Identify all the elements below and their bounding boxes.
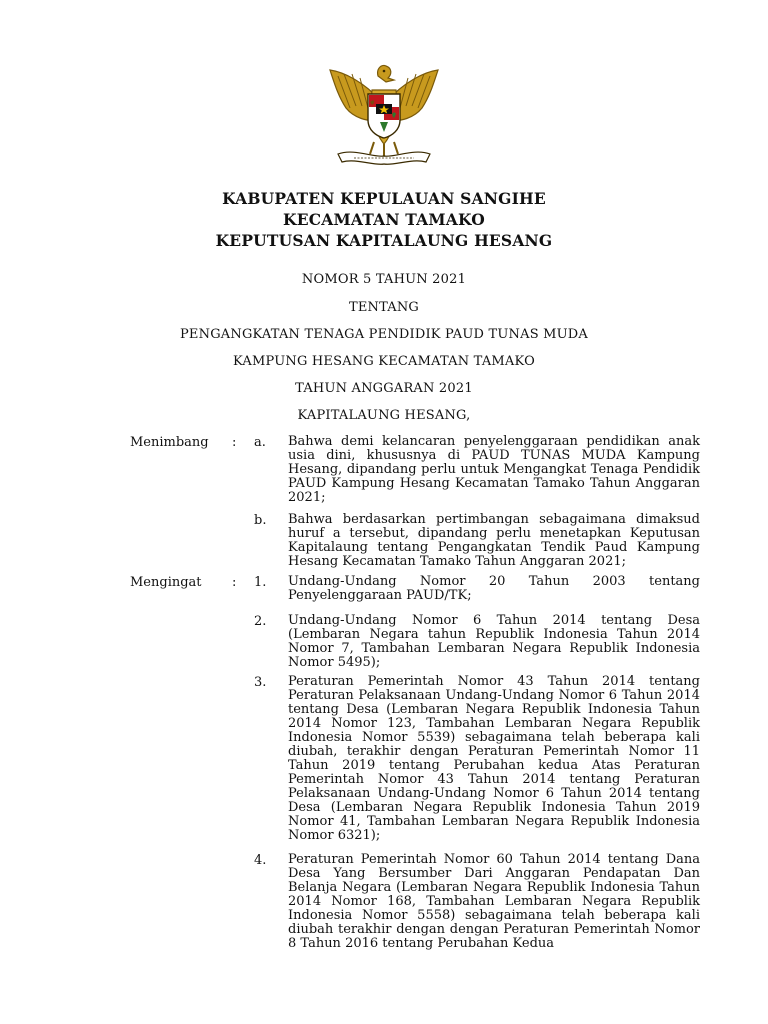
- mengingat-item-2-text: Undang-Undang Nomor 6 Tahun 2014 tentang Desa (Lembaran Negara tahun Republik Indonesia Tahun 2014 Nomor 7, Tambahan Lembaran Negara Republik Indonesia Nomor 5495);: [288, 613, 700, 670]
- document-header: [0, 188, 768, 251]
- decree-subject-line-2: KAMPUNG HESANG KECAMATAN TAMAKO: [233, 354, 535, 369]
- mengingat-item-1-text: Undang-Undang Nomor 20 Tahun 2003 tentang Penyelenggaraan PAUD/TK;: [288, 574, 700, 603]
- header-regency: KABUPATEN KEPULAUAN SANGIHE: [222, 189, 546, 208]
- mengingat-item-3-text: Peraturan Pemerintah Nomor 43 Tahun 2014 tentang Peraturan Pelaksanaan Undang-Undang Nomor 6 Tahun 2014 tentang Desa (Lembaran Negara Republik Indonesia Tahun 2014 Nomor 123, Tambahan Lembaran Negara Republik Indonesia Nomor 5539) sebagaimana telah beberapa kali diubah, terakhir dengan Peraturan Pemerintah Nomor 11 Tahun 2019 tentang Perubahan kedua Atas Peraturan Pemerintah Nomor 43 Tahun 2014 tentang Peraturan Pelaksanaan Undang-Undang Nomor 6 Tahun 2014 tentang Desa (Lembaran Negara Republik Indonesia Tahun 2019 Nomor 41, Tambahan Lembaran Negara Republik Indonesia Nomor 6321);: [288, 674, 700, 843]
- tentang-label: TENTANG: [348, 300, 420, 315]
- garuda-emblem-icon: [324, 62, 444, 170]
- mengingat-item-3-marker: 3.: [254, 675, 267, 690]
- mengingat-item-2-marker: 2.: [254, 614, 267, 629]
- mengingat-label: Mengingat: [130, 575, 202, 590]
- decree-subject-line-1: PENGANGKATAN TENAGA PENDIDIK PAUD TUNAS MUDA: [179, 327, 589, 342]
- header-decree-title: KEPUTUSAN KAPITALAUNG HESANG: [215, 231, 553, 250]
- issuing-official: KAPITALAUNG HESANG,: [297, 408, 471, 423]
- mengingat-item-4-marker: 4.: [254, 853, 267, 868]
- mengingat-item-4-text: Peraturan Pemerintah Nomor 60 Tahun 2014 tentang Dana Desa Yang Bersumber Dari Anggaran Pendapatan Dan Belanja Negara (Lembaran Negara Republik Indonesia Tahun 2014 Nomor 168, Tambahan Lembaran Negara Republik Indonesia Nomor 5558) sebagaimana telah beberapa kali diubah terakhir dengan dengan Peraturan Pemerintah Nomor 8 Tahun 2016 tentang Perubahan Kedua: [288, 852, 700, 951]
- menimbang-label: Menimbang: [130, 435, 209, 450]
- menimbang-item-a-marker: a.: [254, 435, 266, 450]
- mengingat-item-1-marker: 1.: [254, 575, 267, 590]
- decree-subject-line-3: TAHUN ANGGARAN 2021: [295, 381, 473, 396]
- menimbang-colon: :: [232, 435, 237, 450]
- menimbang-item-a-text: Bahwa demi kelancaran penyelenggaraan pendidikan anak usia dini, khususnya di PAUD TUNAS MUDA Kampung Hesang, dipandang perlu untuk Mengangkat Tenaga Pendidik PAUD Kampung Hesang Kecamatan Tamako Tahun Anggaran 2021;: [288, 434, 700, 505]
- menimbang-item-b-text: Bahwa berdasarkan pertimbangan sebagaimana dimaksud huruf a tersebut, dipandang perlu menetapkan Keputusan Kapitalaung tentang Pengangkatan Tendik Paud Kampung Hesang Kecamatan Tamako Tahun Anggaran 2021;: [288, 512, 700, 569]
- decree-number: NOMOR 5 TAHUN 2021: [301, 272, 467, 287]
- header-district: KECAMATAN TAMAKO: [283, 210, 485, 229]
- menimbang-item-b-marker: b.: [254, 513, 267, 528]
- mengingat-colon: :: [232, 575, 237, 590]
